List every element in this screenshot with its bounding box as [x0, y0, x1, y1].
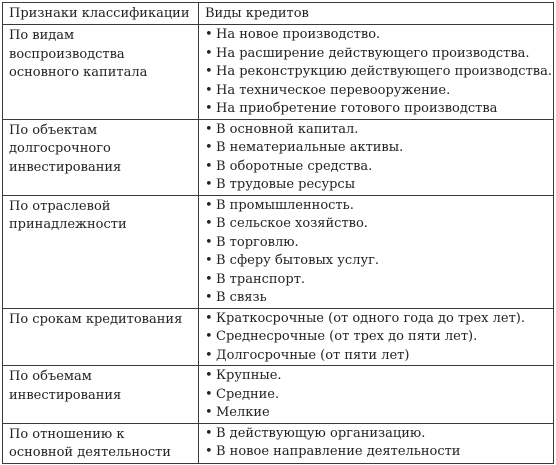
bullet-icon: • [205, 197, 213, 213]
list-item [205, 310, 549, 329]
bullet-icon: • [205, 140, 213, 155]
table-row [3, 423, 554, 463]
list-item [205, 367, 549, 386]
credit-type-text: В сферу бытовых услуг. [216, 253, 380, 268]
credit-type-list [205, 197, 549, 308]
list-item [205, 215, 549, 234]
credit-type-list [205, 367, 549, 423]
list-item [205, 252, 549, 271]
bullet-icon: • [205, 253, 213, 268]
bullet-icon: • [205, 444, 213, 459]
table-row [3, 25, 554, 120]
list-item [205, 328, 549, 347]
credit-types-cell [199, 195, 554, 308]
bullet-icon: • [205, 386, 213, 402]
list-item [205, 139, 549, 158]
list-item [205, 100, 549, 119]
credit-type-list [205, 121, 549, 195]
credit-type-text: Крупные. [216, 368, 282, 383]
list-item [205, 386, 549, 405]
credit-type-text: В новое направление деятельности [216, 444, 461, 459]
credit-type-text: Долгосрочные (от пяти лет) [216, 347, 410, 363]
header-classification-criteria: Признаки классификации [3, 3, 199, 25]
header-credit-types: Виды кредитов [199, 3, 554, 25]
credit-types-cell [199, 119, 554, 195]
classification-criterion-cell: По объемам инвестирования [3, 366, 199, 424]
list-item [205, 82, 549, 101]
table-row [3, 119, 554, 195]
credit-type-text: На техническое перевооружение. [216, 82, 451, 98]
credit-type-text: В трудовые ресурсы [216, 177, 356, 192]
credit-type-text: Средние. [216, 386, 280, 402]
table-row [3, 366, 554, 424]
classification-criterion-cell: По видам воспроизводства основного капитала [3, 25, 199, 120]
credit-type-list [205, 425, 549, 462]
credit-type-list [205, 310, 549, 366]
bullet-icon: • [205, 121, 213, 137]
table-body [3, 25, 554, 464]
classification-criterion-cell: По объектам долгосрочного инвестирования [3, 119, 199, 195]
classification-criterion-cell: По отношению к основной деятельности [3, 423, 199, 463]
credit-type-text: В сельское хозяйство. [216, 216, 368, 231]
bullet-icon: • [205, 425, 213, 441]
credit-type-text: В промышленность. [216, 197, 354, 213]
credit-classification-table [2, 2, 554, 464]
list-item [205, 443, 549, 462]
credit-type-text: Среднесрочные (от трех до пяти лет). [216, 329, 478, 344]
credit-types-cell [199, 423, 554, 463]
list-item [205, 425, 549, 444]
header-row [3, 3, 554, 25]
list-item [205, 45, 549, 64]
bullet-icon: • [205, 82, 213, 98]
table-row [3, 308, 554, 366]
bullet-icon: • [205, 45, 213, 61]
list-item [205, 347, 549, 366]
bullet-icon: • [205, 216, 213, 231]
credit-type-text: На расширение действующего производства. [216, 45, 530, 61]
bullet-icon: • [205, 177, 213, 192]
credit-type-text: В связь [216, 290, 267, 305]
bullet-icon: • [205, 368, 213, 383]
credit-type-text: Краткосрочные (от одного года до трех лет). [216, 310, 525, 326]
list-item [205, 289, 549, 308]
credit-types-cell [199, 308, 554, 366]
list-item [205, 26, 549, 45]
bullet-icon: • [205, 64, 213, 79]
bullet-icon: • [205, 271, 213, 287]
list-item [205, 121, 549, 140]
credit-type-text: На реконструкцию действующего производства. [216, 64, 552, 79]
credit-type-text: В нематериальные активы. [216, 140, 404, 155]
credit-type-text: На приобретение готового производства [216, 101, 498, 116]
list-item [205, 234, 549, 253]
table-header [3, 3, 554, 25]
credit-type-text: Мелкие [216, 405, 270, 420]
bullet-icon: • [205, 290, 213, 305]
credit-type-list [205, 26, 552, 119]
bullet-icon: • [205, 158, 213, 174]
list-item [205, 197, 549, 216]
credit-types-cell [199, 366, 554, 424]
bullet-icon: • [205, 329, 213, 344]
credit-type-text: В основной капитал. [216, 121, 359, 137]
credit-type-text: На новое производство. [216, 27, 381, 42]
list-item [205, 176, 549, 195]
bullet-icon: • [205, 405, 213, 420]
credit-type-text: В торговлю. [216, 234, 299, 250]
credit-type-text: В транспорт. [216, 271, 306, 287]
bullet-icon: • [205, 310, 213, 326]
credit-type-text: В оборотные средства. [216, 158, 373, 174]
bullet-icon: • [205, 347, 213, 363]
bullet-icon: • [205, 27, 213, 42]
classification-criterion-cell: По срокам кредитования [3, 308, 199, 366]
credit-types-cell [199, 25, 554, 120]
table-row [3, 195, 554, 308]
list-item [205, 404, 549, 423]
bullet-icon: • [205, 101, 213, 116]
list-item [205, 271, 549, 290]
classification-criterion-cell: По отраслевой принадлежности [3, 195, 199, 308]
list-item [205, 158, 549, 177]
bullet-icon: • [205, 234, 213, 250]
list-item [205, 63, 552, 82]
credit-type-text: В действующую организацию. [216, 425, 426, 441]
